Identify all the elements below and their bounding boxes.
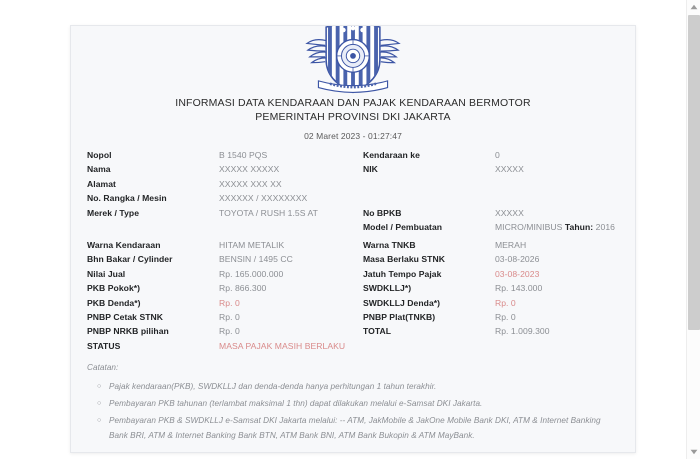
field-label: SWDKLLJ Denda*)	[362, 297, 441, 308]
status-badge: MASA PAJAK MASIH BERLAKU	[219, 340, 346, 351]
field-value-model	[495, 220, 615, 234]
field-label: PNBP Cetak STNK	[87, 312, 164, 323]
field-label: NIK	[362, 164, 378, 175]
scrollbar-thumb[interactable]	[688, 15, 700, 330]
year-value: 2016	[595, 222, 615, 233]
field-value: B 1540 PQS	[219, 150, 268, 160]
field-value: MERAH	[494, 240, 527, 250]
card-header	[71, 97, 635, 141]
field-label: PKB Pokok*)	[87, 283, 141, 294]
field-label: Merek / Type	[87, 207, 140, 218]
notes-title: Catatan:	[87, 363, 119, 372]
bullet-icon: ○	[97, 383, 102, 390]
list-item	[97, 396, 615, 411]
field-row	[87, 177, 363, 191]
field-label: Kendaraan ke	[362, 150, 420, 160]
field-label: Model / Pembuatan	[362, 222, 443, 233]
field-label: Warna TNKB	[362, 240, 416, 250]
bullet-icon: ○	[97, 417, 102, 424]
field-value: BENSIN / 1495 CC	[219, 254, 293, 265]
field-row	[87, 296, 363, 310]
field-row	[363, 252, 623, 266]
field-value: XXXXX	[494, 207, 524, 218]
field-row	[363, 238, 623, 252]
data-block-identity	[87, 148, 623, 234]
field-row	[87, 148, 363, 162]
field-value: Rp. 0	[219, 326, 240, 337]
field-row-status	[87, 339, 363, 353]
page-title-line-1: INFORMASI DATA KENDARAAN DAN PAJAK KENDARAAN BERMOTOR	[175, 97, 531, 109]
list-item	[97, 379, 615, 394]
data-block-tax	[87, 238, 623, 353]
identity-left-column	[87, 148, 363, 234]
field-value: HITAM METALIK	[219, 240, 285, 250]
samsat-dki-jakarta-emblem-icon	[305, 25, 401, 102]
field-row	[363, 296, 623, 310]
field-value: Rp. 0	[219, 312, 240, 323]
field-value: Rp. 866.300	[219, 283, 267, 294]
tax-left-column	[87, 238, 363, 353]
field-label: Bhn Bakar / Cylinder	[87, 254, 173, 265]
field-row	[87, 267, 363, 281]
field-row-total	[363, 324, 623, 338]
notes-section	[87, 363, 615, 445]
field-label: Nopol	[87, 150, 112, 160]
field-label: Alamat	[87, 178, 116, 189]
field-value: 03-08-2023	[494, 268, 540, 279]
field-label: Nilai Jual	[87, 268, 126, 279]
field-value: Rp. 0	[494, 297, 516, 308]
field-value: TOYOTA / RUSH 1.5S AT	[219, 207, 318, 218]
field-row-spacer	[363, 177, 623, 206]
field-label: Nama	[87, 164, 111, 175]
field-label: SWDKLLJ*)	[362, 283, 412, 294]
logo-container	[71, 25, 635, 102]
field-row	[87, 310, 363, 324]
field-row	[87, 238, 363, 252]
field-row	[87, 281, 363, 295]
field-row	[363, 148, 623, 162]
field-row	[363, 162, 623, 176]
field-label: No. Rangka / Mesin	[87, 193, 167, 204]
field-row	[363, 267, 623, 281]
note-text: Pajak kendaraan(PKB), SWDKLLJ dan denda-denda hanya perhitungan 1 tahun terakhir.	[109, 382, 437, 391]
identity-right-column	[363, 148, 623, 234]
field-value: XXXXX XXXXX	[219, 164, 280, 175]
field-label: PNBP Plat(TNKB)	[362, 312, 436, 323]
status-label: STATUS	[87, 340, 121, 351]
page-title-line-2: PEMERINTAH PROVINSI DKI JAKARTA	[255, 110, 451, 123]
field-label: Warna Kendaraan	[87, 240, 161, 250]
tax-right-column	[363, 238, 623, 353]
field-row	[363, 206, 623, 220]
field-row	[87, 252, 363, 266]
field-value: 03-08-2026	[494, 254, 540, 265]
field-row	[87, 324, 363, 338]
scroll-up-arrow-icon[interactable]	[687, 0, 700, 14]
field-row	[87, 162, 363, 176]
vehicle-info-card	[70, 25, 636, 453]
field-value: Rp. 165.000.000	[219, 268, 284, 279]
field-row	[87, 206, 363, 220]
field-row	[363, 220, 623, 234]
timestamp: 02 Maret 2023 - 01:27:47	[304, 131, 402, 141]
field-value: XXXXXX / XXXXXXXX	[219, 193, 308, 204]
field-value: XXXXX XXX XX	[219, 178, 282, 189]
field-value: Rp. 0	[494, 312, 516, 323]
field-row	[363, 310, 623, 324]
field-value: XXXXX	[494, 164, 524, 175]
field-label: No BPKB	[362, 207, 402, 218]
note-text: Pembayaran PKB tahunan (terlambat maksimal 1 thn) dapat dilakukan melalui e-Samsat DKI Jakarta.	[109, 399, 483, 408]
field-label: PNBP NRKB pilihan	[87, 326, 169, 337]
field-value: 0	[494, 150, 500, 160]
field-row	[363, 281, 623, 295]
total-value: Rp. 1.009.300	[494, 326, 550, 337]
note-text: Pembayaran PKB & SWDKLLJ e-Samsat DKI Jakarta melalui: -- ATM, JakMobile & JakOne Mobile Bank DKI, ATM & Internet Banking Bank BRI, ATM & Internet Banking Bank BTN, ATM Bank BNI, ATM Bank Bukopin & ATM MayBank.	[109, 416, 601, 440]
field-value: Rp. 143.000	[494, 283, 543, 294]
bullet-icon: ○	[97, 400, 102, 407]
field-label: PKB Denda*)	[87, 297, 141, 308]
field-value: Rp. 0	[219, 297, 240, 308]
notes-list	[87, 379, 615, 443]
field-label: Masa Berlaku STNK	[362, 254, 445, 265]
year-label: Tahun:	[564, 222, 594, 233]
total-label: TOTAL	[362, 326, 392, 337]
vertical-scrollbar[interactable]	[686, 0, 700, 459]
scroll-down-arrow-icon[interactable]	[687, 445, 700, 459]
field-label: Jatuh Tempo Pajak	[362, 268, 442, 279]
model-text: MICRO/MINIBUS	[494, 222, 563, 233]
list-item	[97, 413, 615, 443]
field-row	[87, 191, 363, 205]
